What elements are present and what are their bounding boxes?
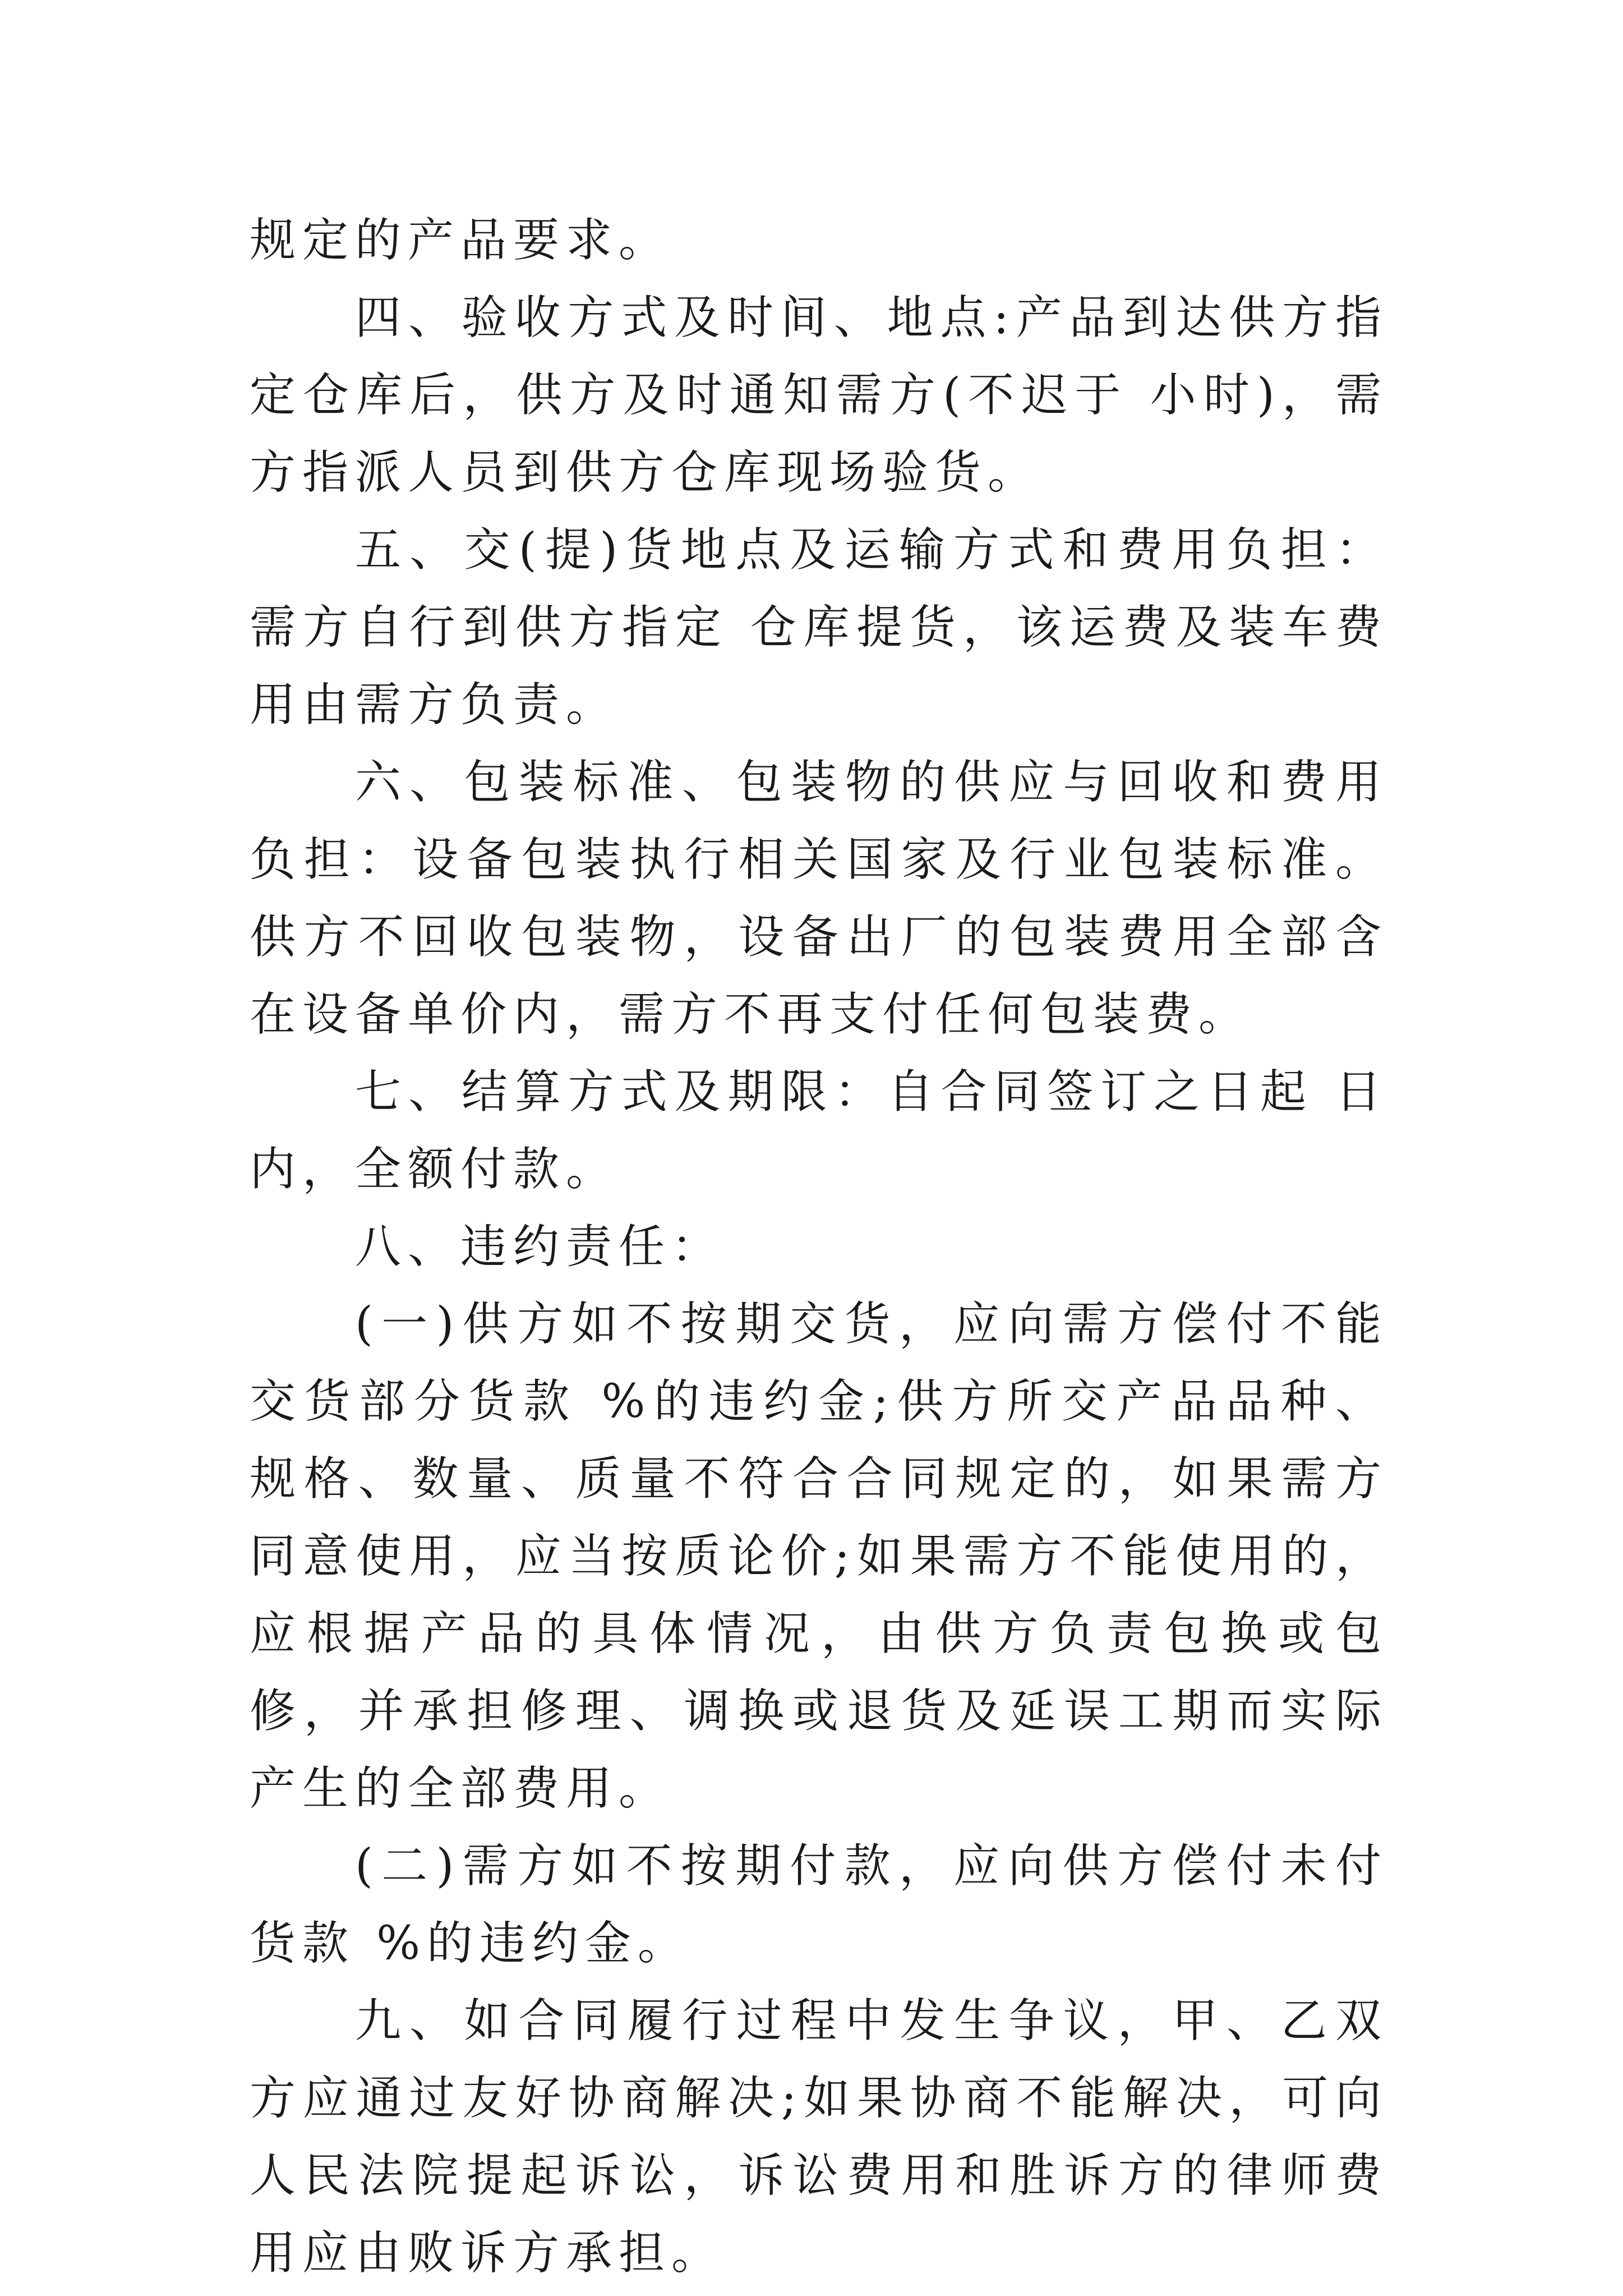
paragraph-clause-8-2-buyer: (二)需方如不按期付款，应向供方偿付未付货款 %的违约金。 [250,1839,1388,1970]
document-body [250,202,1388,2292]
paragraph-continuation: 规定的产品要求。 [250,214,672,267]
paragraph-clause-5-delivery: 五、交(提)货地点及运输方式和费用负担：需方自行到供方指定 仓库提货，该运费及装车费用由需方负责。 [250,523,1388,731]
paragraph-clause-7-settlement: 七、结算方式及期限：自合同签订之日起 日内，全额付款。 [250,1065,1388,1196]
paragraph-clause-9-dispute: 九、如合同履行过程中发生争议，甲、乙双方应通过友好协商解决;如果协商不能解决，可向 人民法院提起诉讼，诉讼费用和胜诉方的律师费用应由败诉方承担。 [250,1994,1388,2280]
paragraph-clause-8-1-supplier: (一)供方如不按期交货，应向需方偿付不能交货部分货款 %的违约金;供方所交产品品种、规格、数量、质量不符合合同规定的，如果需方同意使用，应当按质论价;如果需方不能使用的，应根据产品的具体情况，由供方负责包换或包修，并承担修理、调换或退货及延误工期而实际产生的全部费用。 [250,1297,1388,1815]
paragraph-clause-4-acceptance: 四、验收方式及时间、地点:产品到达供方指定仓库后，供方及时通知需方(不迟于 小时)，需方指派人员到供方仓库现场验货。 [250,291,1388,499]
paragraph-clause-8-liability: 八、违约责任： [355,1220,725,1273]
paragraph-clause-6-packaging: 六、包装标准、包装物的供应与回收和费用负担：设备包装执行相关国家及行业包装标准。供方不回收包装物，设备出厂的包装费用全部含在设备单价内，需方不再支付任何包装费。 [250,756,1388,1041]
